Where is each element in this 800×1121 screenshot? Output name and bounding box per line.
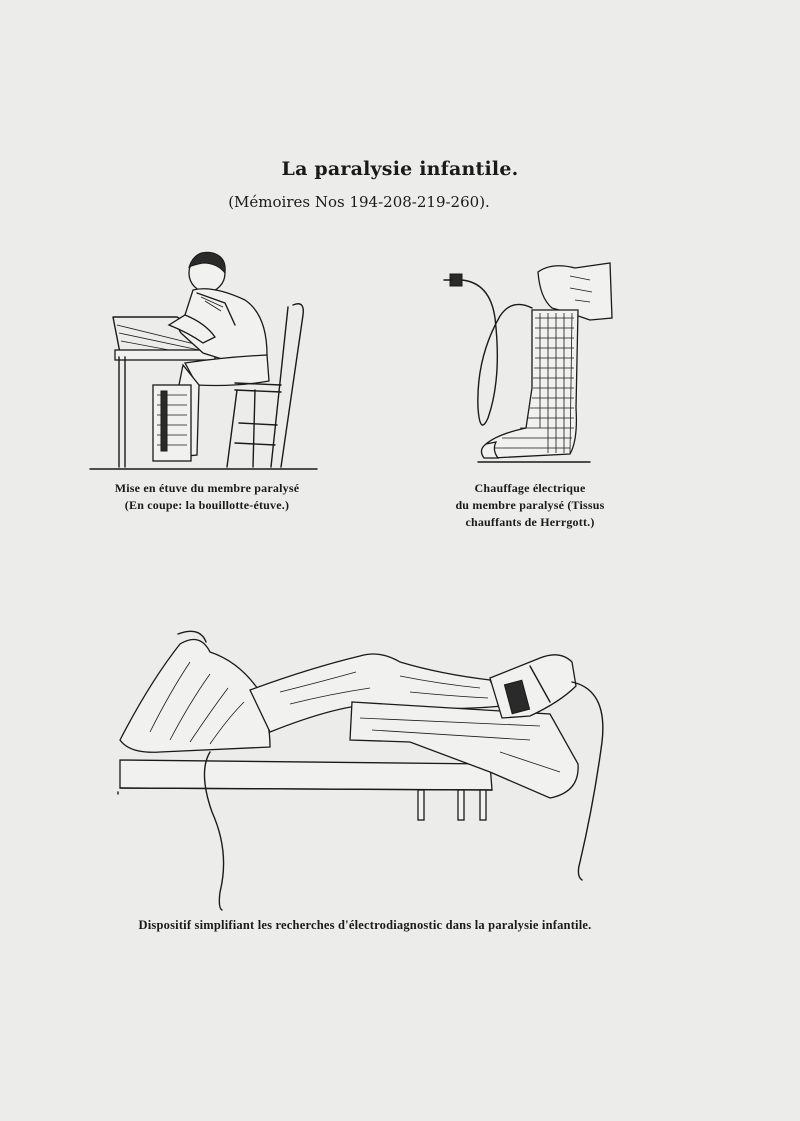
page-title: La paralysie infantile.: [281, 158, 519, 180]
etuve-caption: [82, 480, 332, 514]
chauffage-caption-line1: Chauffage électrique: [474, 481, 586, 495]
etuve-caption-line2: (En coupe: la bouillotte-étuve.): [124, 498, 290, 512]
electrodiagnostic-illustration: [110, 622, 620, 912]
page-subtitle: (Mémoires Nos 194-208-219-260).: [228, 193, 490, 211]
electrodiagnostic-caption: Dispositif simplifiant les recherches d'électrodiagnostic dans la paralysie infantile.: [138, 918, 592, 932]
chauffage-caption-line2: du membre paralysé (Tissus: [455, 498, 605, 512]
etuve-illustration: [85, 245, 325, 475]
chauffage-illustration: [440, 258, 620, 470]
chauffage-caption: [430, 480, 630, 531]
chauffage-caption-line3: chauffants de Herrgott.): [465, 515, 595, 529]
etuve-caption-line1: Mise en étuve du membre paralysé: [114, 481, 300, 495]
